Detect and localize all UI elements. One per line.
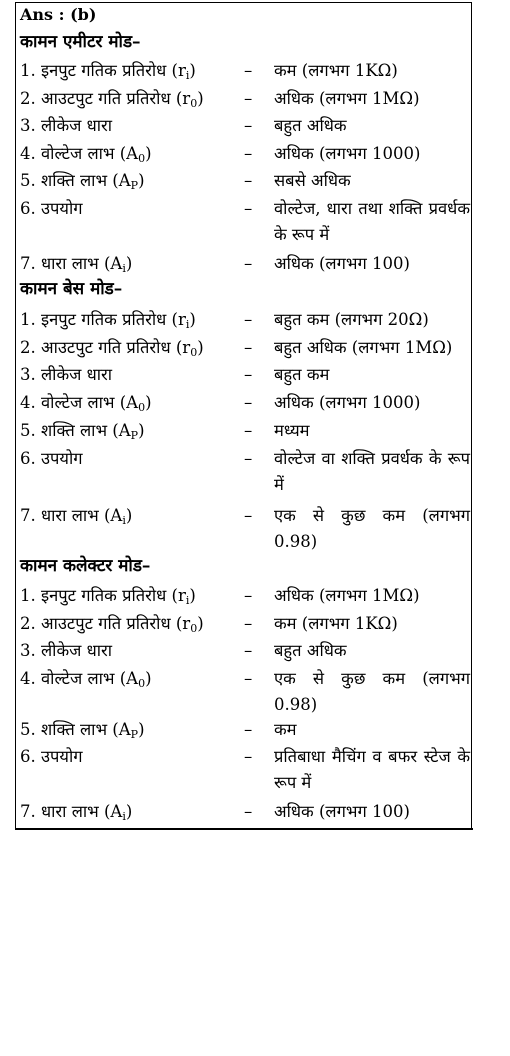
- row-dash: –: [244, 144, 253, 163]
- row-value: अधिक (लगभग 100): [274, 802, 410, 821]
- row-label: 4. वोल्टेज लाभ $(A_0)$: [20, 144, 152, 165]
- row-label: 4. वोल्टेज लाभ $(A_0)$: [20, 669, 152, 690]
- answer-label: Ans : (b): [20, 5, 97, 24]
- row-dash: –: [244, 641, 253, 660]
- row-label: 7. धारा लाभ $(A_i)$: [20, 254, 133, 275]
- row-label: 6. उपयोग: [20, 747, 83, 766]
- row-dash: –: [244, 310, 253, 329]
- row-dash: –: [244, 89, 253, 108]
- row-label: 6. उपयोग: [20, 449, 83, 468]
- row-label: 2. आउटपुट गति प्रतिरोध $(r_0)$: [20, 614, 204, 635]
- row-value: कम: [274, 720, 297, 739]
- answer-box-bottom-rule: [15, 828, 473, 830]
- row-dash: –: [244, 720, 253, 739]
- row-label: 3. लीकेज धारा: [20, 116, 113, 135]
- row-dash: –: [244, 747, 253, 766]
- row-label: 5. शक्ति लाभ $(A_P)$: [20, 171, 145, 192]
- row-value: कम (लगभग 1KΩ): [274, 61, 398, 80]
- section-heading-common-collector: कामन कलेक्टर मोड–: [20, 556, 151, 576]
- row-value: अधिक (लगभग 1MΩ): [274, 586, 420, 605]
- section-heading-common-base: कामन बेस मोड–: [20, 279, 123, 299]
- section-heading-common-emitter: कामन एमीटर मोड–: [20, 32, 141, 52]
- row-label: 2. आउटपुट गति प्रतिरोध $(r_0)$: [20, 338, 204, 359]
- row-value: वोल्टेज वा शक्ति प्रवर्धक के रूप में: [274, 449, 470, 494]
- row-value: बहुत अधिक (लगभग 1MΩ): [274, 338, 453, 357]
- row-value: अधिक (लगभग 1MΩ): [274, 89, 420, 108]
- row-value: अधिक (लगभग 1000): [274, 144, 421, 163]
- row-dash: –: [244, 449, 253, 468]
- row-label: 1. इनपुट गतिक प्रतिरोध $(r_i)$: [20, 310, 196, 331]
- row-dash: –: [244, 614, 253, 633]
- row-label: 3. लीकेज धारा: [20, 365, 113, 384]
- row-value: बहुत अधिक: [274, 641, 347, 660]
- row-label: 2. आउटपुट गति प्रतिरोध $(r_0)$: [20, 89, 204, 110]
- row-value: बहुत कम (लगभग 20Ω): [274, 310, 429, 329]
- row-dash: –: [244, 393, 253, 412]
- row-value: कम (लगभग 1KΩ): [274, 614, 398, 633]
- row-value: बहुत अधिक: [274, 116, 347, 135]
- row-label: 3. लीकेज धारा: [20, 641, 113, 660]
- row-label: 7. धारा लाभ $(A_i)$: [20, 802, 133, 823]
- row-dash: –: [244, 802, 253, 821]
- row-dash: –: [244, 61, 253, 80]
- row-dash: –: [244, 171, 253, 190]
- row-value: एक से कुछ कम (लगभग 0.98): [274, 506, 470, 551]
- row-dash: –: [244, 338, 253, 357]
- row-dash: –: [244, 199, 253, 218]
- row-dash: –: [244, 586, 253, 605]
- row-label: 4. वोल्टेज लाभ $(A_0)$: [20, 393, 152, 414]
- row-value: एक से कुछ कम (लगभग 0.98): [274, 669, 470, 714]
- row-dash: –: [244, 254, 253, 273]
- row-dash: –: [244, 116, 253, 135]
- row-dash: –: [244, 365, 253, 384]
- row-label: 5. शक्ति लाभ $(A_P)$: [20, 720, 145, 741]
- row-label: 1. इनपुट गतिक प्रतिरोध $(r_i)$: [20, 61, 196, 82]
- row-label: 1. इनपुट गतिक प्रतिरोध $(r_i)$: [20, 586, 196, 607]
- row-dash: –: [244, 506, 253, 525]
- row-value: प्रतिबाधा मैचिंग व बफर स्टेज के रूप में: [274, 747, 470, 792]
- row-value: वोल्टेज, धारा तथा शक्ति प्रवर्धक के रूप में: [274, 199, 470, 244]
- row-dash: –: [244, 421, 253, 440]
- row-value: अधिक (लगभग 100): [274, 254, 410, 273]
- row-label: 7. धारा लाभ $(A_i)$: [20, 506, 133, 527]
- row-value: बहुत कम: [274, 365, 330, 384]
- row-value: मध्यम: [274, 421, 310, 440]
- row-value: अधिक (लगभग 1000): [274, 393, 421, 412]
- row-label: 5. शक्ति लाभ $(A_P)$: [20, 421, 145, 442]
- row-value: सबसे अधिक: [274, 171, 351, 190]
- row-label: 6. उपयोग: [20, 199, 83, 218]
- row-dash: –: [244, 669, 253, 688]
